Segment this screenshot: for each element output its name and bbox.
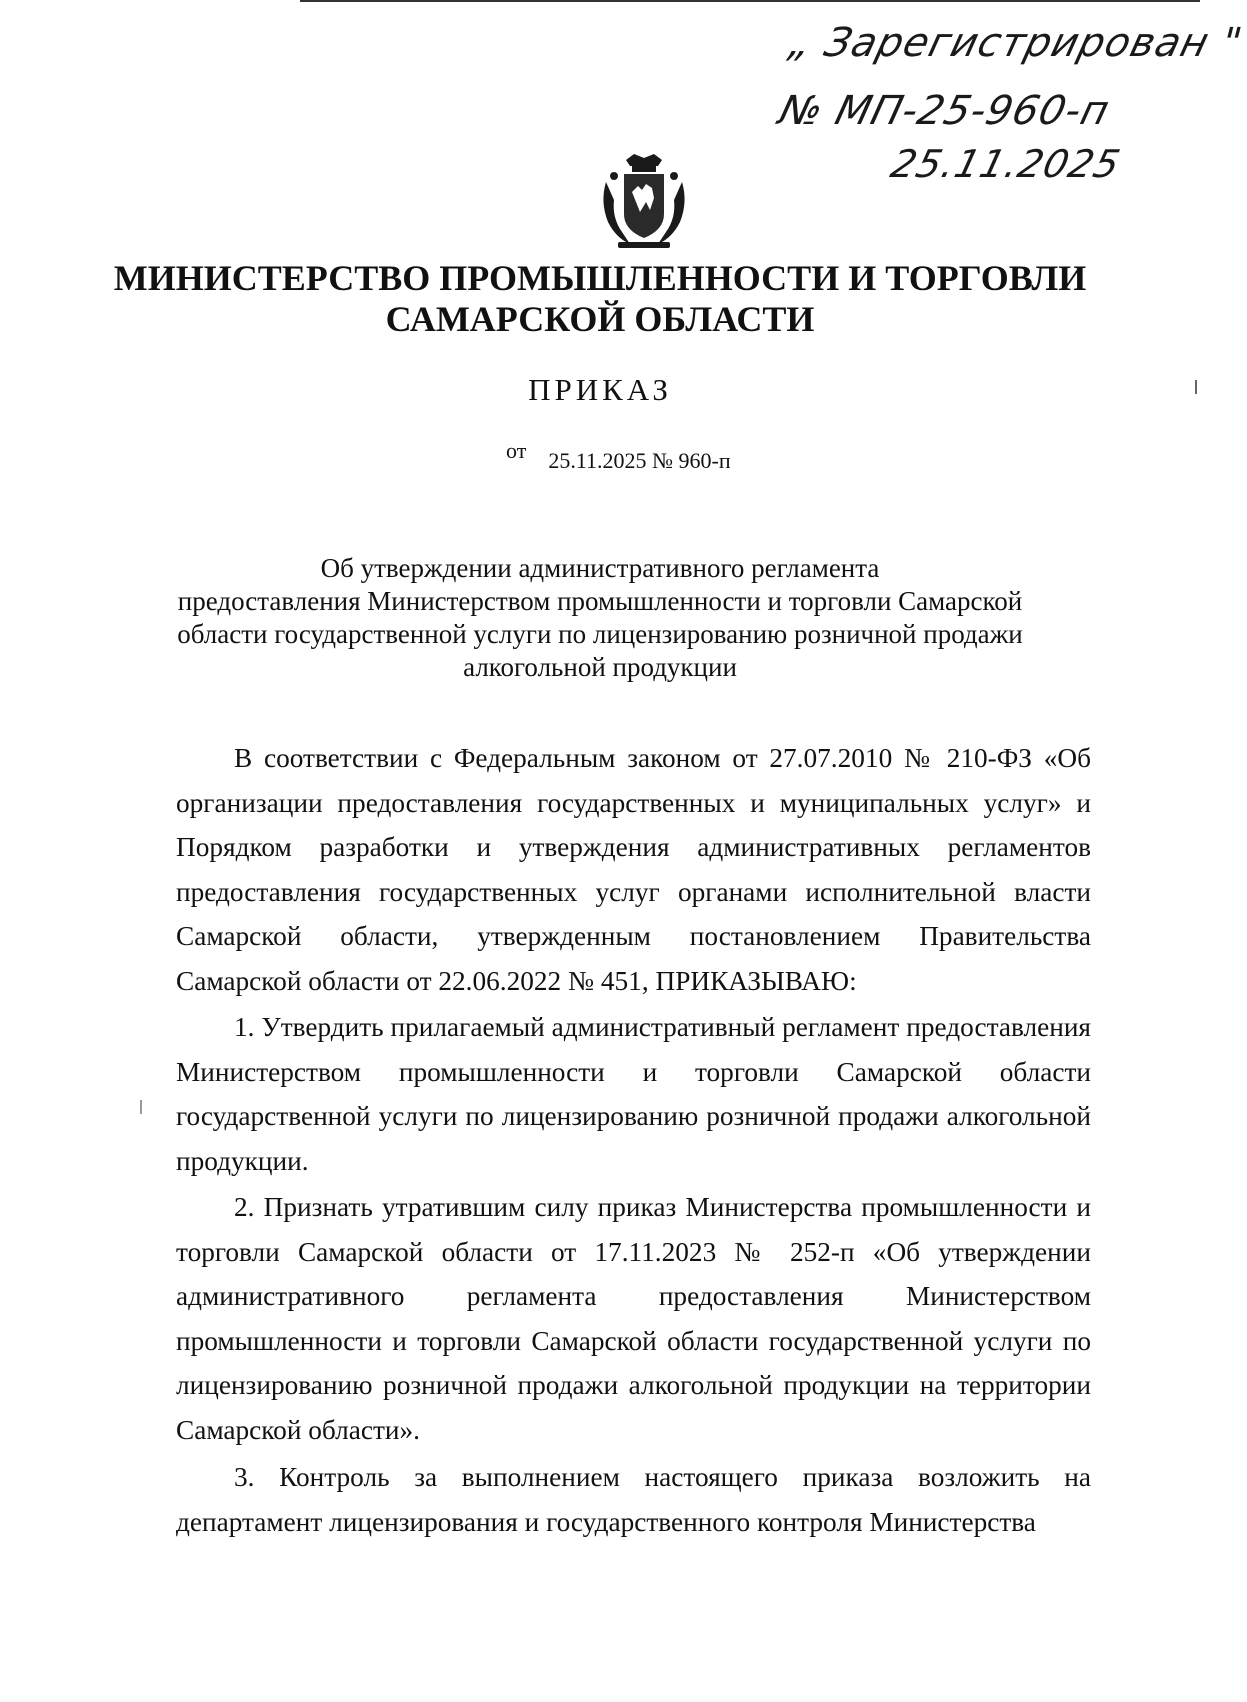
ministry-name-line2: САМАРСКОЙ ОБЛАСТИ [385,299,815,339]
registration-note-line2: № МП-25-960-п [774,88,1115,134]
title-line4: алкогольной продукции [463,652,737,682]
date-number: 25.11.2025 № 960-п [548,448,731,473]
registration-note-line1: „ Зарегистрирован " [784,20,1247,66]
title-line1: Об утверждении административного регламента [320,553,880,583]
item-2-paragraph [176,1185,1091,1452]
item-3-text: 3. Контроль за выполнением настоящего приказа возложить на департамент лицензирования и государственного контроля Министерства [176,1462,1091,1537]
preamble-text: В соответствии с Федеральным законом от 27.07.2010 № 210-ФЗ «Об организации предоставления государственных и муниципальных услуг» и Порядком разработки и утверждения административных регламентов предоставления государственных услуг органами исполнительной власти Самарской области, утвержденным постановлением Правительства Самарской области от 22.06.2022 № 451, ПРИКАЗЫВАЮ: [176,743,1091,996]
item-2-text: 2. Признать утратившим силу приказ Министерства промышленности и торговли Самарской области от 17.11.2023 № 252-п «Об утверждении административного регламента предоставления Министерством промышленности и торговли Самарской области государственной услуги по лицензированию розничной продажи алкогольной продукции на территории Самарской области». [176,1192,1091,1445]
scan-edge-line [300,0,1200,2]
document-title [0,552,1200,684]
ministry-name [0,258,1200,340]
registration-note-line3: 25.11.2025 [886,142,1126,186]
ministry-name-line1: МИНИСТЕРСТВО ПРОМЫШЛЕННОСТИ И ТОРГОВЛИ [113,258,1087,298]
document-type: ПРИКАЗ [528,372,672,407]
scan-artifact [140,1100,142,1114]
item-1-paragraph [176,1005,1091,1183]
date-prefix: от [506,438,527,463]
title-line2: предоставления Министерством промышленности и торговли Самарской [177,586,1023,616]
preamble-paragraph [176,736,1091,1003]
title-line3: области государственной услуги по лицензированию розничной продажи [177,619,1023,649]
item-1-text: 1. Утвердить прилагаемый административный регламент предоставления Министерством промышленности и торговли Самарской области государственной услуги по лицензированию розничной продажи алкогольной продукции. [176,1012,1091,1176]
date-line [506,438,731,474]
coat-of-arms-emblem [596,152,692,252]
item-3-paragraph [176,1455,1091,1544]
